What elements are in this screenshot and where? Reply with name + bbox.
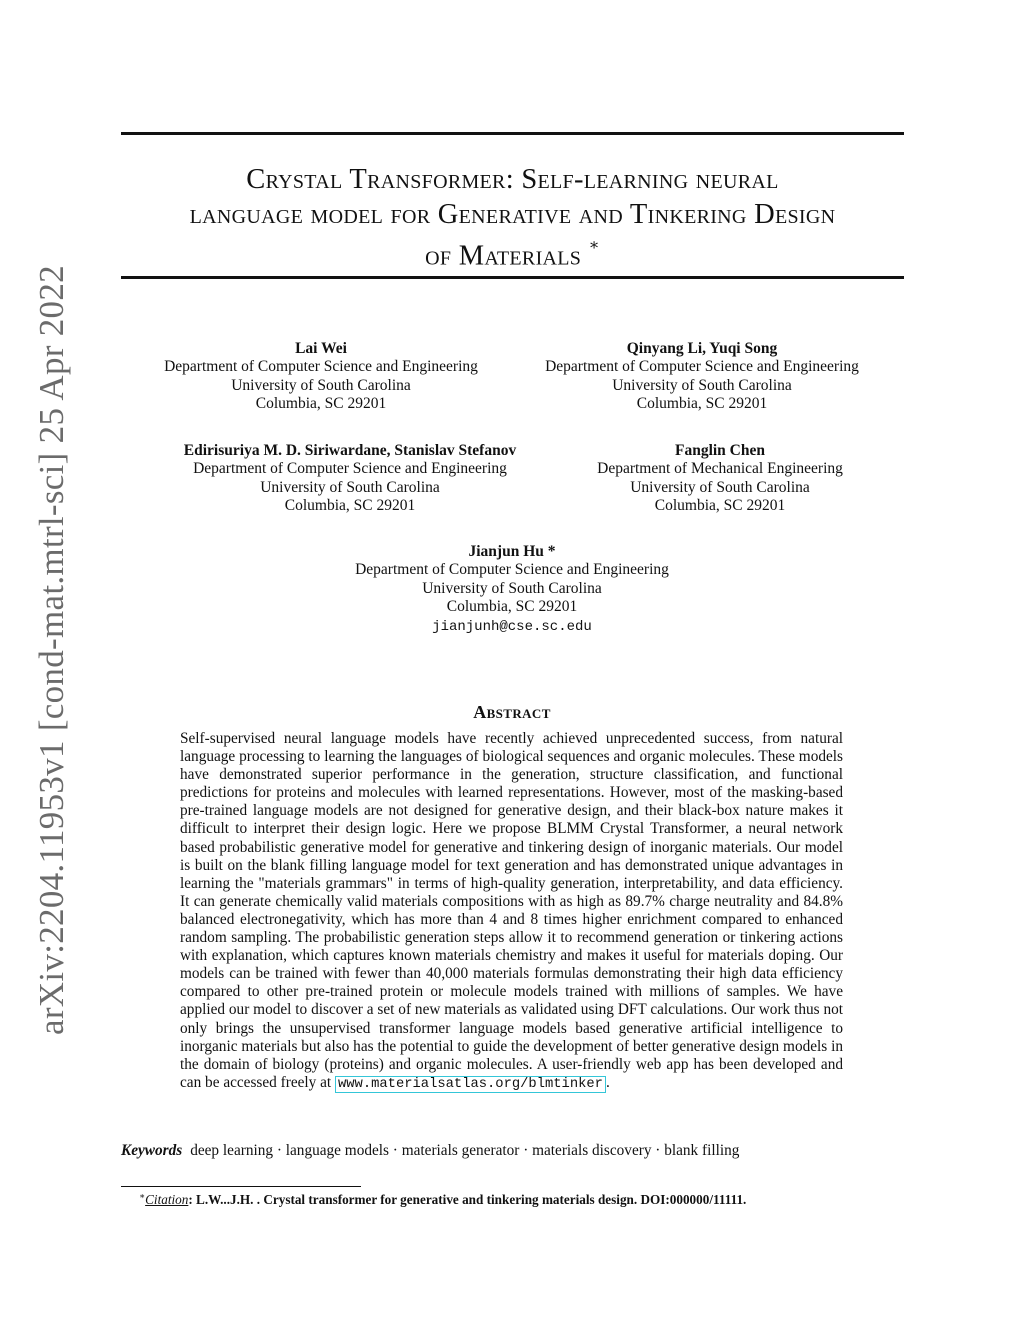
author-univ: University of South Carolina [422, 579, 602, 597]
web-app-link[interactable]: www.materialsatlas.org/blmtinker [335, 1076, 606, 1093]
author-city: Columbia, SC 29201 [446, 597, 578, 615]
title-footnote-mark: ∗ [588, 237, 600, 254]
author-univ: University of South Carolina [231, 376, 411, 394]
author-name: Jianjun Hu * [468, 543, 556, 560]
keywords-line [121, 1142, 739, 1160]
author-name: Lai Wei [295, 340, 347, 357]
author-block-1 [121, 340, 521, 413]
author-univ: University of South Carolina [612, 376, 792, 394]
citation-label: Citation [145, 1192, 189, 1207]
author-dept: Department of Computer Science and Engineering [545, 358, 859, 376]
author-block-4 [540, 442, 900, 515]
title-line-1: Crystal Transformer: Self-learning neural [246, 164, 779, 195]
author-city: Columbia, SC 29201 [636, 394, 768, 412]
author-city: Columbia, SC 29201 [255, 394, 387, 412]
abstract-text: Self-supervised neural language models have recently achieved unprecedented success, from natural language processing to learning the languages of biological sequences and organic molecules. These models have demonstrated superior performance in the generation, structure classification, and functional predictions for proteins and molecules with learned representations. However, most of the masking-based pre-trained language models are not designed for generative design, and their black-box nature makes it difficult to interpret their design logic. Here we propose BLMM Crystal Transformer, a neural network based probabilistic generative model for generative and tinkering design of inorganic materials. Our model is built on the blank filling language model for text generation and has demonstrated unique advantages in learning the "materials grammars" in terms of high-quality generation, interpretability, and data efficiency. It can generate chemically valid materials compositions with as high as 89.7% charge neutrality and 84.8% balanced electronegativity, which has more than 4 and 8 times higher enrichment compared to enhanced random sampling. The probabilistic generation steps allow it to recommend generation or tinkering actions with explanation, which captures known materials chemistry and makes it useful for materials doping. Our models can be trained with fewer than 40,000 materials formulas demonstrating their high data efficiency compared to other pre-trained protein or molecule models trained with millions of samples. We have applied our model to discover a set of new materials as validated using DFT calculations. Our work thus not only brings the unsupervised transformer language models based generative artificial intelligence to inorganic materials but also has the potential to guide the development of better generative design models in the domain of biology (proteins) and organic molecules. A user-friendly web app has been developed and can be accessed freely at [180, 730, 843, 1091]
author-dept: Department of Computer Science and Engineering [193, 460, 507, 478]
citation-footnote [139, 1192, 746, 1208]
title-top-rule [121, 132, 904, 135]
abstract-end: . [605, 1073, 610, 1091]
author-city: Columbia, SC 29201 [654, 496, 786, 514]
keywords-text: deep learning · language models · materials generator · materials discovery · blank filling [190, 1142, 740, 1159]
footnote-mark: ∗ [139, 1191, 146, 1201]
keywords-label: Keywords [121, 1142, 183, 1159]
author-block-2 [502, 340, 902, 413]
paper-title [121, 162, 904, 274]
author-univ: University of South Carolina [630, 478, 810, 496]
title-line-3: of Materials [425, 240, 582, 272]
citation-text: : L.W...J.H. . Crystal transformer for generative and tinkering materials design. DOI:000000/11111. [188, 1192, 747, 1207]
author-name: Qinyang Li, Yuqi Song [626, 340, 778, 357]
author-dept: Department of Mechanical Engineering [597, 460, 843, 478]
author-univ: University of South Carolina [260, 478, 440, 496]
author-block-3 [130, 442, 570, 515]
author-name: Edirisuriya M. D. Siriwardane, Stanislav Stefanov [183, 442, 517, 459]
title-bottom-rule [121, 276, 904, 279]
arxiv-margin-stamp: arXiv:2204.11953v1 [cond-mat.mtrl-sci] 25 Apr 2022 [32, 265, 71, 1035]
author-name: Fanglin Chen [674, 442, 765, 459]
author-email[interactable]: jianjunh@cse.sc.edu [432, 619, 592, 636]
author-dept: Department of Computer Science and Engineering [164, 358, 478, 376]
author-dept: Department of Computer Science and Engineering [355, 561, 669, 579]
author-city: Columbia, SC 29201 [284, 496, 416, 514]
author-block-5 [312, 543, 712, 636]
footnote-rule [121, 1186, 361, 1187]
abstract-body [180, 730, 843, 1094]
abstract-heading: Abstract [473, 702, 551, 722]
title-line-2: language model for Generative and Tinkering Design [189, 199, 836, 230]
